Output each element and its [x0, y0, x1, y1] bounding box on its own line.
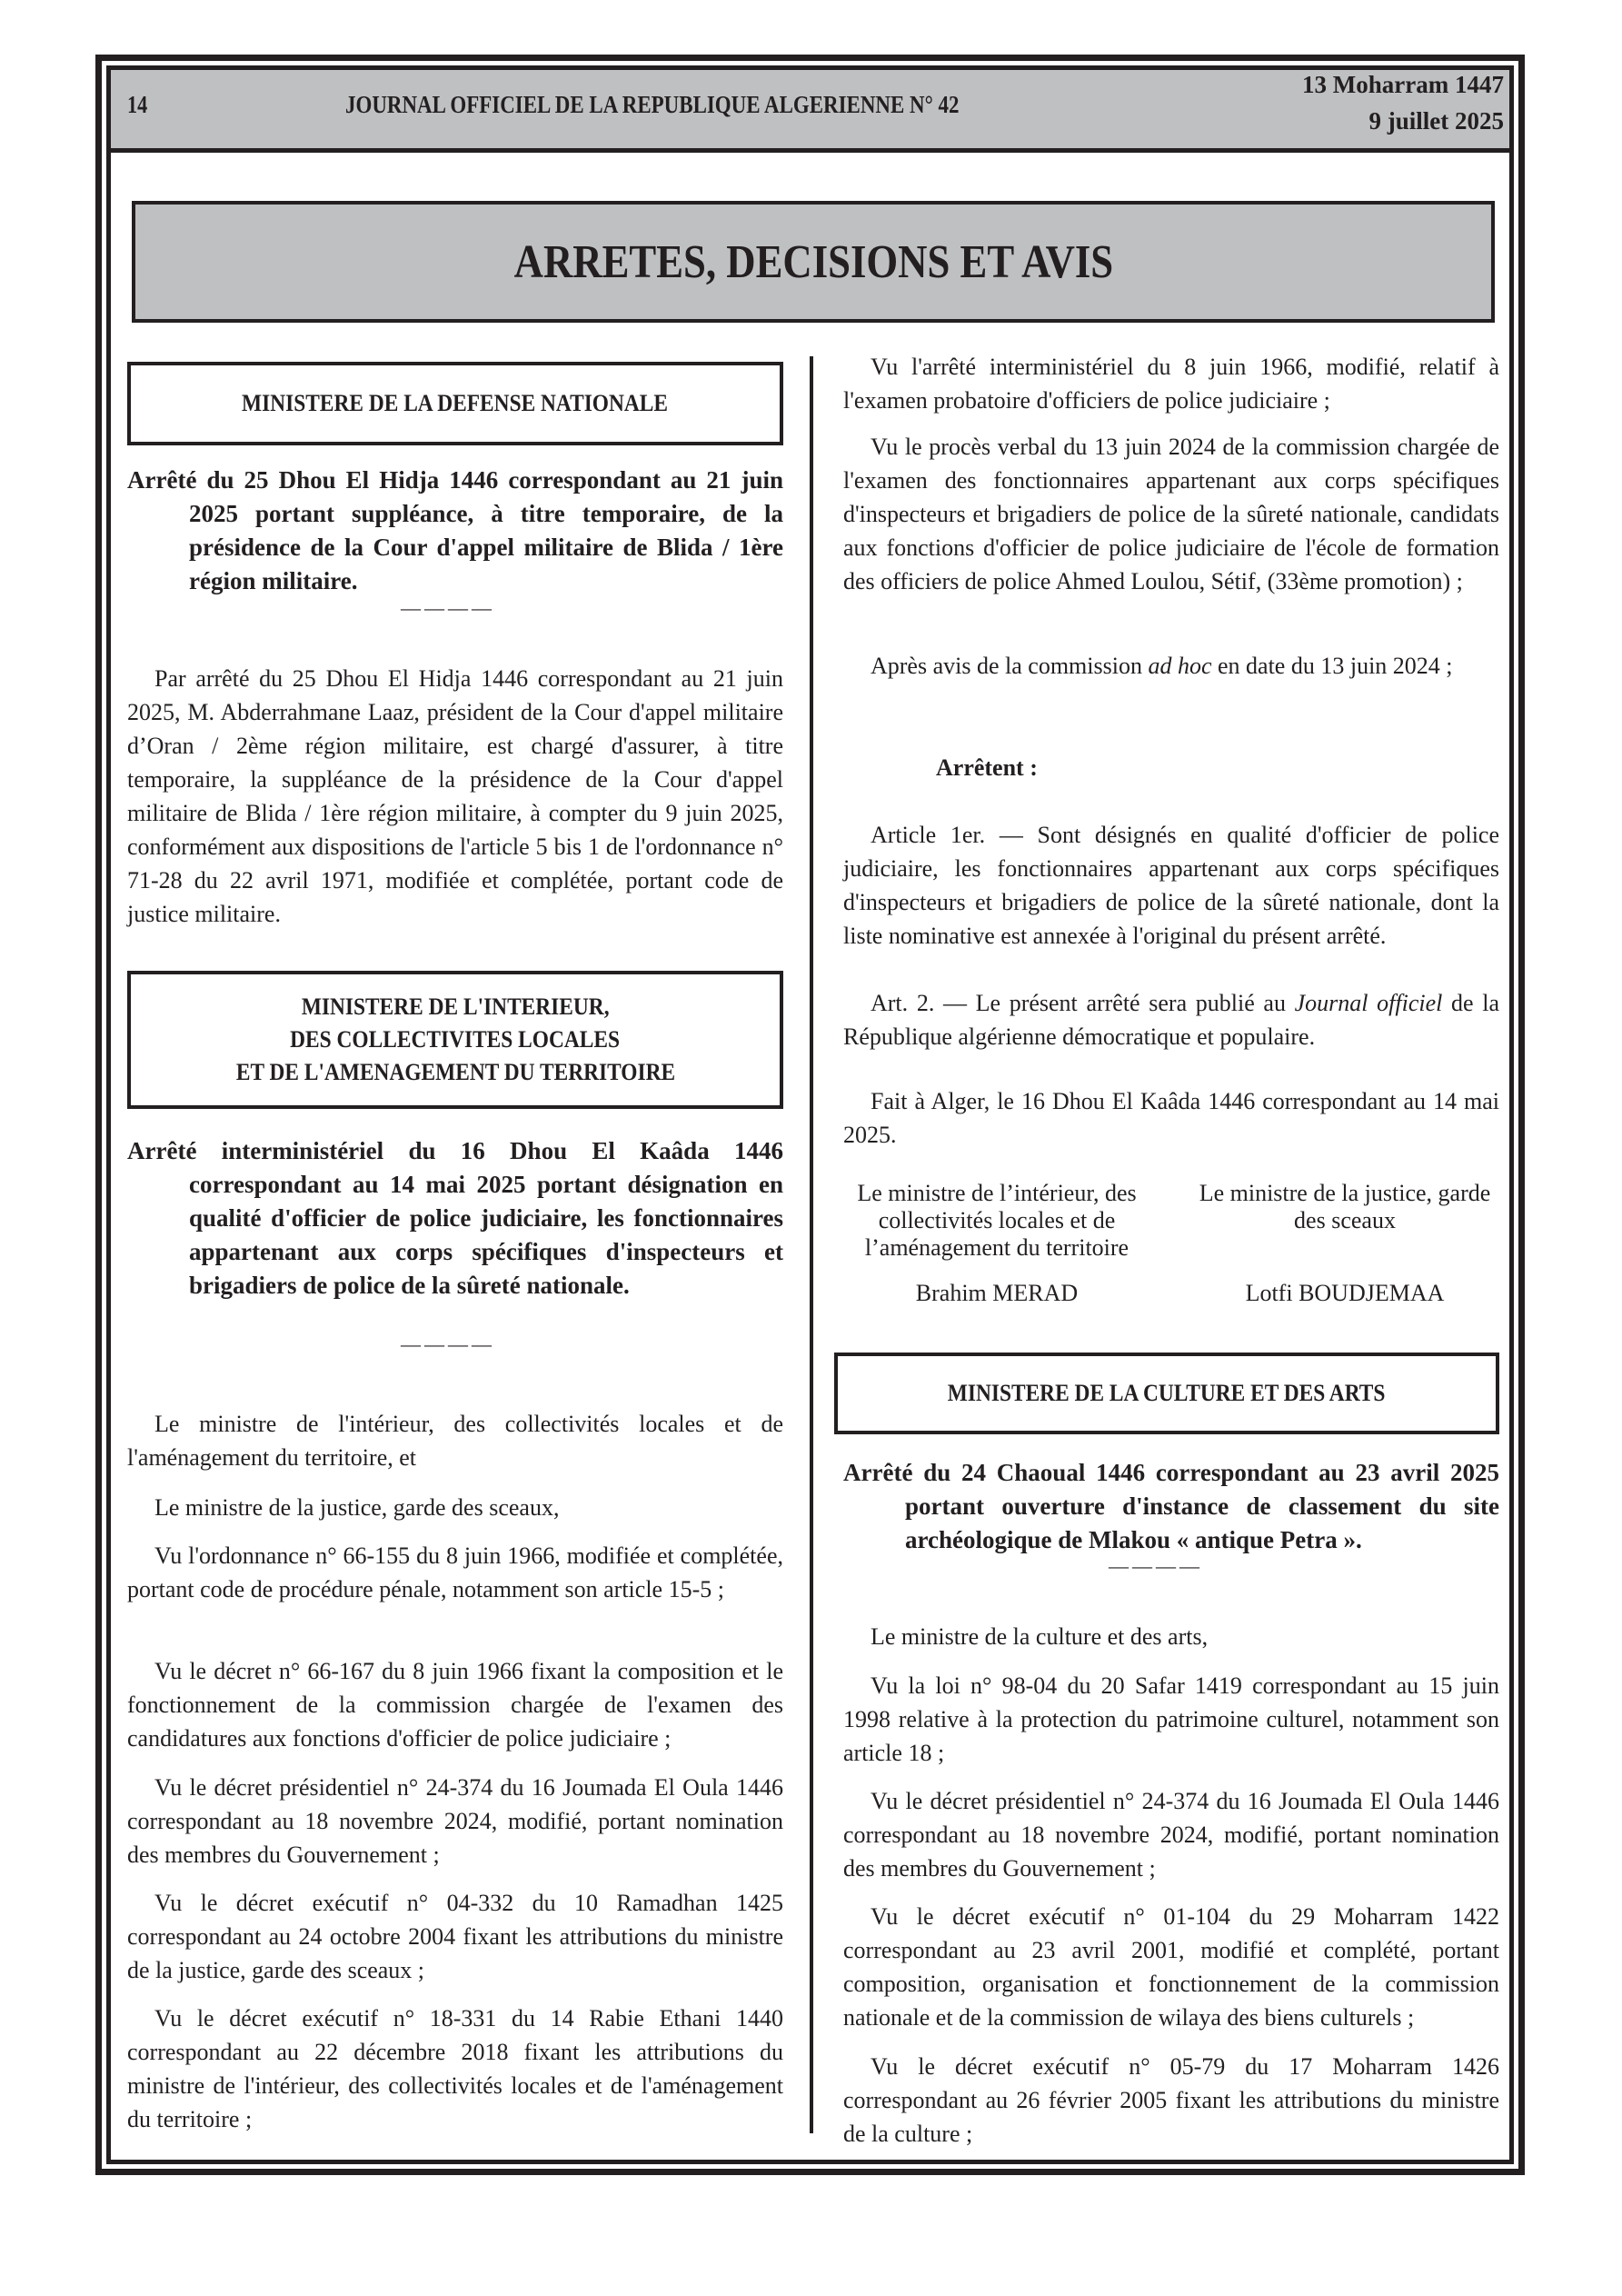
visa-paragraph: Vu le décret exécutif n° 01-104 du 29 Moharram 1422 correspondant au 23 avril 2001, modifié et complété, portant composition, organisation et fonctionnement de la commission nationale et de la commission de wilaya des biens culturels ; — [843, 1903, 1499, 2031]
apres-avis-text: Après avis de la commission — [871, 653, 1149, 679]
visa-paragraph: Vu le décret exécutif n° 05-79 du 17 Moharram 1426 correspondant au 26 février 2005 fixant les attributions du ministre de la culture ; — [843, 2053, 1499, 2147]
visa-paragraph: Vu le procès verbal du 13 juin 2024 de la commission chargée de l'examen des fonctionnaires appartenant aux corps spécifiques d'inspecteurs et brigadiers de police de la sûreté nationale, candidats aux fonctions d'officier de police judiciaire de l'école de formation des officiers de police Ahmed Loulou, Sétif, (33ème promotion) ; — [843, 434, 1499, 594]
ministry-interior-line-2: DES COLLECTIVITES LOCALES — [290, 1026, 621, 1053]
section-title-box — [132, 201, 1495, 323]
signatory-right-title: Le ministre de la justice, garde des sceaux — [1199, 1180, 1491, 1233]
article-2-text-end: de la République algérienne démocratique et populaire. — [843, 990, 1499, 1050]
visa-paragraph: Vu le décret n° 66-167 du 8 juin 1966 fixant la composition et le fonctionnement de la commission chargée de l'examen des candidatures aux fonctions d'officier de police judiciaire ; — [127, 1658, 783, 1752]
article-2 — [843, 986, 1499, 1053]
ministry-interior-line-1: MINISTERE DE L'INTERIEUR, — [301, 993, 610, 1020]
visa-paragraph: Le ministre de la culture et des arts, — [871, 1623, 1209, 1650]
arretent-heading: Arrêtent : — [936, 754, 1038, 781]
apres-avis-paragraph — [843, 649, 1499, 683]
page-number: 14 — [127, 91, 148, 118]
visa-paragraph: Vu le décret présidentiel n° 24-374 du 16 Joumada El Oula 1446 correspondant au 18 novembre 2024, modifié, portant nomination des membres du Gouvernement ; — [127, 1774, 783, 1868]
arrete-1-title: Arrêté du 25 Dhou El Hidja 1446 correspondant au 21 juin 2025 portant suppléance, à titre temporaire, de la présidence de la Cour d'appel militaire de Blida / 1ère région militaire. — [127, 466, 783, 594]
visa-paragraph: Le ministre de la justice, garde des sceaux, — [154, 1494, 560, 1521]
signatory-right-name: Lotfi BOUDJEMAA — [1245, 1280, 1445, 1306]
ad-hoc-italic: ad hoc — [1148, 653, 1212, 679]
arrete-1-body: Par arrêté du 25 Dhou El Hidja 1446 correspondant au 21 juin 2025, M. Abderrahmane Laaz, président de la Cour d'appel militaire d’Oran / 2ème région militaire, est chargé d'assurer, à titre temporaire, la suppléance de la présidence de la Cour d'appel militaire de Blida / 1ère région militaire, à compter du 9 juin 2025, conformément aux dispositions de l'article 5 bis 1 de l'ordonnance n° 71-28 du 22 avril 1971, modifiée et complétée, portant code de justice militaire. — [127, 665, 783, 927]
hijri-date: 13 Moharram 1447 — [1302, 71, 1504, 98]
article-1: Article 1er. — Sont désignés en qualité d'officier de police judiciaire, les fonctionnaires appartenant aux corps spécifiques d'inspecteurs et brigadiers de police de la sûreté nationale, dont la liste nominative est annexée à l'original du présent arrêté. — [843, 822, 1499, 949]
visa-paragraph: Vu l'ordonnance n° 66-155 du 8 juin 1966, modifiée et complétée, portant code de procédure pénale, notamment son article 15-5 ; — [127, 1542, 783, 1602]
separator-dash: ———— — [1109, 1554, 1203, 1577]
visa-paragraph: Vu le décret présidentiel n° 24-374 du 16 Joumada El Oula 1446 correspondant au 18 novembre 2024, modifié, portant nomination des membres du Gouvernement ; — [843, 1788, 1499, 1882]
arrete-2-title: Arrêté interministériel du 16 Dhou El Kaâda 1446 correspondant au 14 mai 2025 portant désignation en qualité d'officier de police judiciaire, les fonctionnaires appartenant aux corps spécifiques d'inspecteurs et brigadiers de police de la sûreté nationale. — [127, 1137, 783, 1299]
journal-officiel-italic: Journal officiel — [1294, 990, 1443, 1016]
visa-paragraph: Le ministre de l'intérieur, des collectivités locales et de l'aménagement du territoire, et — [127, 1411, 783, 1471]
ministry-culture-box — [834, 1353, 1499, 1434]
ministry-culture-heading: MINISTERE DE LA CULTURE ET DES ARTS — [948, 1380, 1386, 1406]
journal-title: JOURNAL OFFICIEL DE LA REPUBLIQUE ALGERIENNE N° 42 — [345, 91, 960, 118]
visa-paragraph: Vu le décret exécutif n° 04-332 du 10 Ramadhan 1425 correspondant au 24 octobre 2004 fixant les attributions du ministre de la justice, garde des sceaux ; — [127, 1890, 783, 1983]
signatory-left-name: Brahim MERAD — [915, 1280, 1079, 1306]
ministry-interior-line-3: ET DE L'AMENAGEMENT DU TERRITOIRE — [235, 1059, 675, 1085]
apres-avis-text-end: en date du 13 juin 2024 ; — [1211, 653, 1453, 679]
separator-dash: ———— — [401, 1333, 495, 1355]
visa-paragraph: Vu le décret exécutif n° 18-331 du 14 Rabie Ethani 1440 correspondant au 22 décembre 2018 fixant les attributions du ministre de l'intérieur, des collectivités locales et de l'aménagement du territoire ; — [127, 2005, 783, 2132]
article-2-text: Art. 2. — Le présent arrêté sera publié au — [871, 990, 1295, 1016]
ministry-defense-heading: MINISTERE DE LA DEFENSE NATIONALE — [242, 390, 669, 416]
separator-dash: ———— — [401, 596, 495, 619]
section-title: ARRETES, DECISIONS ET AVIS — [513, 235, 1113, 288]
visa-paragraph: Vu l'arrêté interministériel du 8 juin 1966, modifié, relatif à l'examen probatoire d'officiers de police judiciaire ; — [843, 354, 1499, 414]
column-divider — [810, 356, 813, 2133]
visa-paragraph: Vu la loi n° 98-04 du 20 Safar 1419 correspondant au 15 juin 1998 relative à la protection du patrimoine culturel, notamment son article 18 ; — [843, 1672, 1499, 1766]
arrete-3-title: Arrêté du 24 Chaoual 1446 correspondant au 23 avril 2025 portant ouverture d'instance de classement du site archéologique de Mlakou « antique Petra ». — [843, 1459, 1499, 1553]
fait-a-alger: Fait à Alger, le 16 Dhou El Kaâda 1446 correspondant au 14 mai 2025. — [843, 1088, 1499, 1148]
ministry-defense-box — [127, 362, 783, 445]
gregorian-date: 9 juillet 2025 — [1368, 107, 1504, 135]
signatory-left-title: Le ministre de l’intérieur, des collectivités locales et de l’aménagement du territoire — [857, 1180, 1137, 1261]
ministry-interior-box — [127, 971, 783, 1109]
